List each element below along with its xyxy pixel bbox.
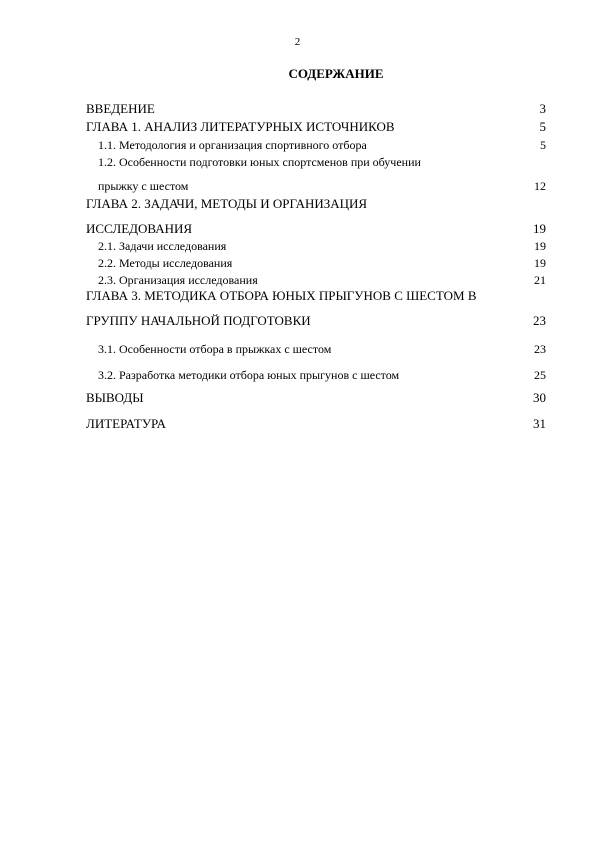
toc-entry-section-2-1 xyxy=(98,238,546,254)
toc-entry-page: 30 xyxy=(533,390,546,405)
toc-entry-chapter-2-continued xyxy=(86,221,546,237)
toc-entry-references xyxy=(86,416,546,432)
toc-entry-introduction xyxy=(86,101,546,117)
toc-entry-page: 31 xyxy=(533,416,546,431)
toc-entry-text: ГРУППУ НАЧАЛЬНОЙ ПОДГОТОВКИ xyxy=(86,313,311,328)
toc-entry-text: прыжку с шестом xyxy=(98,179,189,193)
toc-entry-section-3-1 xyxy=(98,341,546,357)
toc-entry-page: 19 xyxy=(533,221,546,236)
toc-entry-section-1-2-continued xyxy=(98,178,546,194)
toc-entry-text: ВВЕДЕНИЕ xyxy=(86,101,155,116)
toc-entry-page: 5 xyxy=(540,138,546,152)
toc-entry-section-3-2 xyxy=(98,367,546,383)
toc-entry-page: 19 xyxy=(534,239,546,253)
page-number: 2 xyxy=(294,36,301,48)
toc-entry-section-2-3 xyxy=(98,272,546,288)
toc-entry-section-2-2 xyxy=(98,255,546,271)
toc-entry-text: 2.2. Методы исследования xyxy=(98,256,233,270)
toc-entry-page: 12 xyxy=(534,179,546,193)
toc-entry-section-1-2 xyxy=(98,154,546,170)
toc-entry-text: ГЛАВА 3. МЕТОДИКА ОТБОРА ЮНЫХ ПРЫГУНОВ С ШЕСТОМ В xyxy=(86,288,477,303)
toc-entry-text: ГЛАВА 2. ЗАДАЧИ, МЕТОДЫ И ОРГАНИЗАЦИЯ xyxy=(86,196,368,211)
toc-entry-section-1-1 xyxy=(98,137,546,153)
toc-entry-page: 25 xyxy=(534,368,546,382)
toc-entry-text: ГЛАВА 1. АНАЛИЗ ЛИТЕРАТУРНЫХ ИСТОЧНИКОВ xyxy=(86,119,395,134)
toc-entry-page: 5 xyxy=(539,119,546,134)
toc-entry-text: 3.1. Особенности отбора в прыжках с шестом xyxy=(98,342,332,356)
toc-title: СОДЕРЖАНИЕ xyxy=(288,66,384,81)
toc-entry-page: 23 xyxy=(534,342,546,356)
toc-entry-page: 3 xyxy=(539,101,546,116)
toc-entry-conclusions xyxy=(86,390,546,406)
toc-entry-text: ЛИТЕРАТУРА xyxy=(86,416,166,431)
toc-entry-chapter-3 xyxy=(86,288,546,304)
toc-entry-chapter-1 xyxy=(86,119,546,135)
toc-entry-page: 23 xyxy=(533,313,546,328)
toc-entry-text: ИССЛЕДОВАНИЯ xyxy=(86,221,193,236)
toc-entry-chapter-2 xyxy=(86,196,546,212)
toc-entry-text: 2.3. Организация исследования xyxy=(98,273,258,287)
toc-entry-page: 21 xyxy=(534,273,546,287)
toc-entry-text: 2.1. Задачи исследования xyxy=(98,239,227,253)
toc-entry-text: 3.2. Разработка методики отбора юных прыгунов с шестом xyxy=(98,368,400,382)
toc-entry-page: 19 xyxy=(534,256,546,270)
toc-entry-text: ВЫВОДЫ xyxy=(86,390,144,405)
toc-entry-text: 1.1. Методология и организация спортивного отбора xyxy=(98,138,367,152)
toc-entry-text: 1.2. Особенности подготовки юных спортсменов при обучении xyxy=(98,155,421,169)
toc-entry-chapter-3-continued xyxy=(86,313,546,329)
